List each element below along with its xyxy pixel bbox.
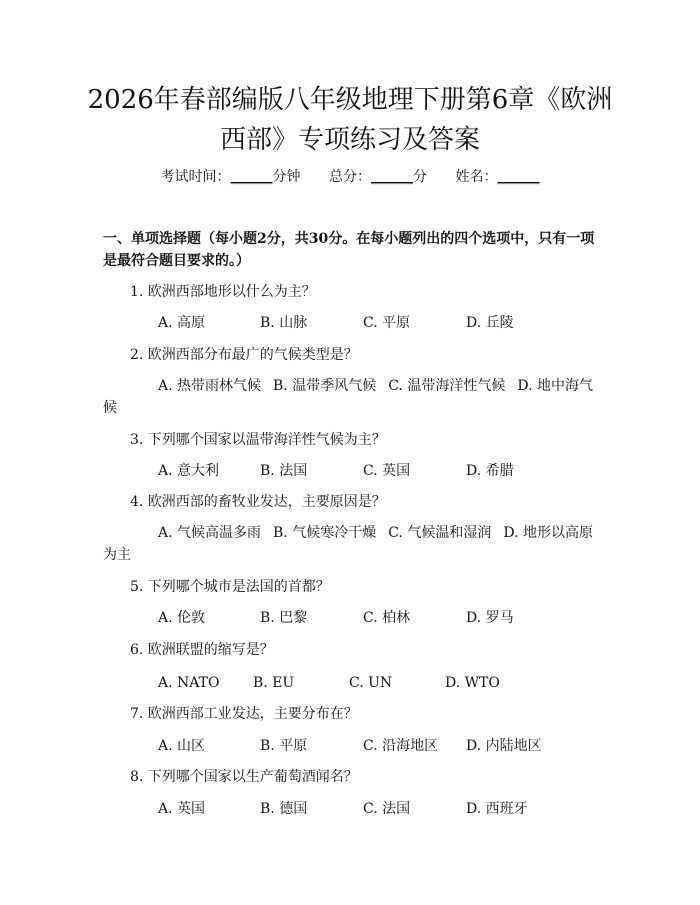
question-stem: 8. 下列哪个国家以生产葡萄酒闻名？ <box>130 769 358 785</box>
question-stem: 2. 欧洲西部分布最广的气候类型是？ <box>130 347 358 363</box>
option: A. 英国 <box>158 801 206 817</box>
student-name-field <box>455 169 539 185</box>
question-options <box>103 461 603 481</box>
option: D. 罗马 <box>466 610 514 626</box>
question-options <box>103 673 603 693</box>
question-stem: 7. 欧洲西部工业发达，主要分布在？ <box>130 706 358 722</box>
option: A. 伦敦 <box>158 610 206 626</box>
option: A. 山区 <box>158 738 206 754</box>
exam-meta <box>0 166 700 188</box>
option: C. 温带海洋性气候 <box>388 378 506 394</box>
option: C. UN <box>349 675 393 691</box>
option: B. EU <box>253 675 295 691</box>
exam-time-blank: ______ <box>230 169 273 185</box>
question-options <box>103 375 603 419</box>
question-stem: 1. 欧洲西部地形以什么为主？ <box>130 284 316 300</box>
total-score-field <box>329 169 431 185</box>
option: D. 地形以高原为主 <box>103 525 593 563</box>
document-title: 2026年春部编版八年级地理下册第6章《欧洲西部》专项练习及答案 <box>87 85 613 155</box>
option: D. 希腊 <box>466 463 514 479</box>
exam-time-label: 考试时间： <box>160 169 231 185</box>
option: C. 气候温和湿润 <box>388 525 492 541</box>
option: D. WTO <box>445 675 500 691</box>
option: C. 沿海地区 <box>363 738 439 754</box>
option: B. 山脉 <box>260 315 308 331</box>
option: C. 法国 <box>363 801 411 817</box>
total-score-unit: 分 <box>413 169 427 185</box>
option: A. 热带雨林气候 <box>158 378 262 394</box>
option: D. 地中海气候 <box>103 378 593 416</box>
question-options <box>103 799 603 819</box>
student-name-blank: ______ <box>497 169 540 185</box>
question-stem: 4. 欧洲西部的畜牧业发达，主要原因是？ <box>130 494 386 510</box>
option: D. 内陆地区 <box>466 738 542 754</box>
option: D. 丘陵 <box>466 315 514 331</box>
question-stem: 6. 欧洲联盟的缩写是？ <box>130 642 274 658</box>
option: C. 英国 <box>363 463 411 479</box>
question-stem: 3. 下列哪个国家以温带海洋性气候为主？ <box>130 432 386 448</box>
option: B. 法国 <box>260 463 308 479</box>
option: A. 高原 <box>158 315 206 331</box>
option: A. NATO <box>158 675 220 691</box>
question-stem: 5. 下列哪个城市是法国的首都？ <box>130 579 330 595</box>
option: A. 意大利 <box>158 463 220 479</box>
option: A. 气候高温多雨 <box>158 525 262 541</box>
total-score-blank: ______ <box>371 169 413 185</box>
question-options <box>103 522 603 566</box>
option: B. 巴黎 <box>260 610 308 626</box>
option: B. 温带季风气候 <box>273 378 377 394</box>
question-options <box>103 736 603 756</box>
option: D. 西班牙 <box>466 801 528 817</box>
option: B. 德国 <box>260 801 308 817</box>
option: B. 气候寒冷干燥 <box>273 525 377 541</box>
student-name-label: 姓名： <box>455 169 498 185</box>
question-options <box>103 313 603 333</box>
question-options <box>103 608 603 628</box>
total-score-label: 总分： <box>329 169 371 185</box>
option: C. 柏林 <box>363 610 411 626</box>
exam-time-field <box>161 169 305 185</box>
exam-time-unit: 分钟 <box>272 169 301 185</box>
option: B. 平原 <box>260 738 308 754</box>
option: C. 平原 <box>363 315 411 331</box>
section-heading: 一、单项选择题（每小题2分，共30分。在每小题列出的四个选项中，只有一项是最符合题目要求的。） <box>103 231 595 269</box>
